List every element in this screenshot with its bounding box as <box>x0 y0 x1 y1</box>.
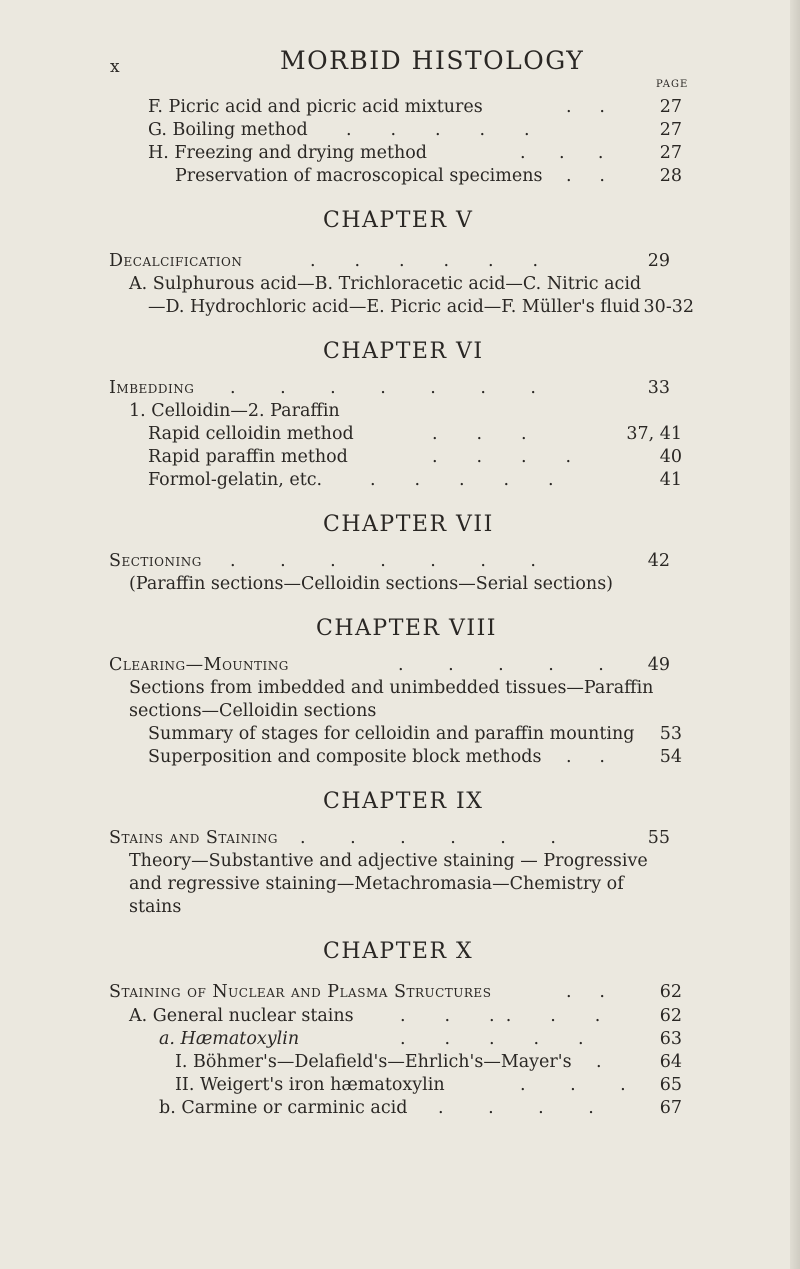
page-ref: 41 <box>659 470 682 490</box>
leader-dots: . . . . . . <box>300 828 556 848</box>
leader-dots: . . . <box>520 1075 626 1095</box>
running-title: MORBID HISTOLOGY <box>280 46 585 75</box>
page-ref: 63 <box>659 1029 682 1049</box>
page-ref: 55 <box>647 828 670 848</box>
leader-dots: . . . . . <box>398 655 604 675</box>
page-ref: 62 <box>659 982 682 1002</box>
toc-entry: Formol-gelatin, etc. <box>148 470 323 490</box>
chapter-description: sections—Celloidin sections <box>129 701 377 721</box>
page-column-label: PAGE <box>656 79 689 90</box>
toc-entry: Rapid paraffin method <box>148 447 348 467</box>
leader-dots: . . . . . <box>400 1029 584 1049</box>
leader-dots: . . . . . . <box>400 1006 601 1026</box>
toc-entry: F. Picric acid and picric acid mixtures <box>148 97 483 117</box>
chapter-heading: CHAPTER V <box>323 208 474 233</box>
page-ref: 54 <box>659 747 682 767</box>
chapter-description: Sections from imbedded and unimbedded tissues—Paraffin <box>129 678 654 698</box>
leader-dots: . . . <box>432 424 527 444</box>
chapter-title: Stains and Staining <box>109 828 278 848</box>
page-ref: 30-32 <box>643 297 694 317</box>
leader-dots: . . . . <box>438 1098 594 1118</box>
toc-entry: Preservation of macroscopical specimens <box>175 166 543 186</box>
leader-dots: . . <box>566 747 605 767</box>
toc-entry: G. Boiling method <box>148 120 308 140</box>
toc-entry: A. General nuclear stains <box>129 1006 354 1026</box>
chapter-title: Staining of Nuclear and Plasma Structures <box>109 982 492 1002</box>
page-ref: 67 <box>659 1098 682 1118</box>
chapter-description: 1. Celloidin—2. Paraffin <box>129 401 340 421</box>
page-number: x <box>110 57 120 77</box>
toc-entry: I. Böhmer's—Delafield's—Ehrlich's—Mayer's <box>175 1052 572 1072</box>
chapter-heading: CHAPTER VII <box>323 512 494 537</box>
page-ref: 64 <box>659 1052 682 1072</box>
page-ref: 27 <box>659 97 682 117</box>
toc-entry: b. Carmine or carminic acid <box>159 1098 408 1118</box>
chapter-description: A. Sulphurous acid—B. Trichloracetic acid—C. Nitric acid <box>129 274 642 294</box>
leader-dots: . . . . . . . <box>230 551 536 571</box>
page-ref: 28 <box>659 166 682 186</box>
chapter-heading: CHAPTER VI <box>323 339 484 364</box>
page-ref: 42 <box>647 551 670 571</box>
chapter-heading: CHAPTER IX <box>323 789 484 814</box>
chapter-description: (Paraffin sections—Celloidin sections—Serial sections) <box>129 574 614 594</box>
toc-entry: Superposition and composite block methods <box>148 747 542 767</box>
chapter-description: and regressive staining—Metachromasia—Chemistry of <box>129 874 624 894</box>
chapter-description: —D. Hydrochloric acid—E. Picric acid—F. Müller's fluid <box>148 297 641 317</box>
toc-entry: II. Weigert's iron hæmatoxylin <box>175 1075 445 1095</box>
leader-dots: . . . . . . . <box>230 378 536 398</box>
chapter-heading: CHAPTER VIII <box>316 616 497 641</box>
chapter-heading: CHAPTER X <box>323 939 474 964</box>
page-ref: 33 <box>647 378 670 398</box>
chapter-description: stains <box>129 897 182 917</box>
leader-dots: . . . <box>520 143 604 163</box>
page-edge <box>790 0 800 1269</box>
page-ref: 49 <box>647 655 670 675</box>
toc-entry: Summary of stages for celloidin and paraffin mounting <box>148 724 635 744</box>
page-ref: 37, 41 <box>626 424 682 444</box>
toc-entry: a. Hæmatoxylin <box>159 1029 300 1049</box>
leader-dots: . <box>596 1052 602 1072</box>
leader-dots: . . . . . <box>346 120 530 140</box>
page-ref: 65 <box>659 1075 682 1095</box>
chapter-title: Imbedding <box>109 378 195 398</box>
chapter-title: Sectioning <box>109 551 202 571</box>
page-ref: 27 <box>659 143 682 163</box>
leader-dots: . . . . <box>432 447 572 467</box>
chapter-title: Clearing—Mounting <box>109 655 289 675</box>
toc-entry: H. Freezing and drying method <box>148 143 428 163</box>
leader-dots: . . <box>566 982 605 1002</box>
page-ref: 62 <box>659 1006 682 1026</box>
chapter-description: Theory—Substantive and adjective staining — Progressive <box>129 851 648 871</box>
toc-entry: Rapid celloidin method <box>148 424 354 444</box>
leader-dots: . . <box>566 97 605 117</box>
page-ref: 40 <box>659 447 682 467</box>
page-ref: 27 <box>659 120 682 140</box>
leader-dots: . . . . . . <box>310 251 539 271</box>
page-ref: 29 <box>647 251 670 271</box>
page-ref: 53 <box>659 724 682 744</box>
leader-dots: . . . . . <box>370 470 554 490</box>
leader-dots: . . <box>566 166 605 186</box>
chapter-title: Decalcification <box>109 251 243 271</box>
